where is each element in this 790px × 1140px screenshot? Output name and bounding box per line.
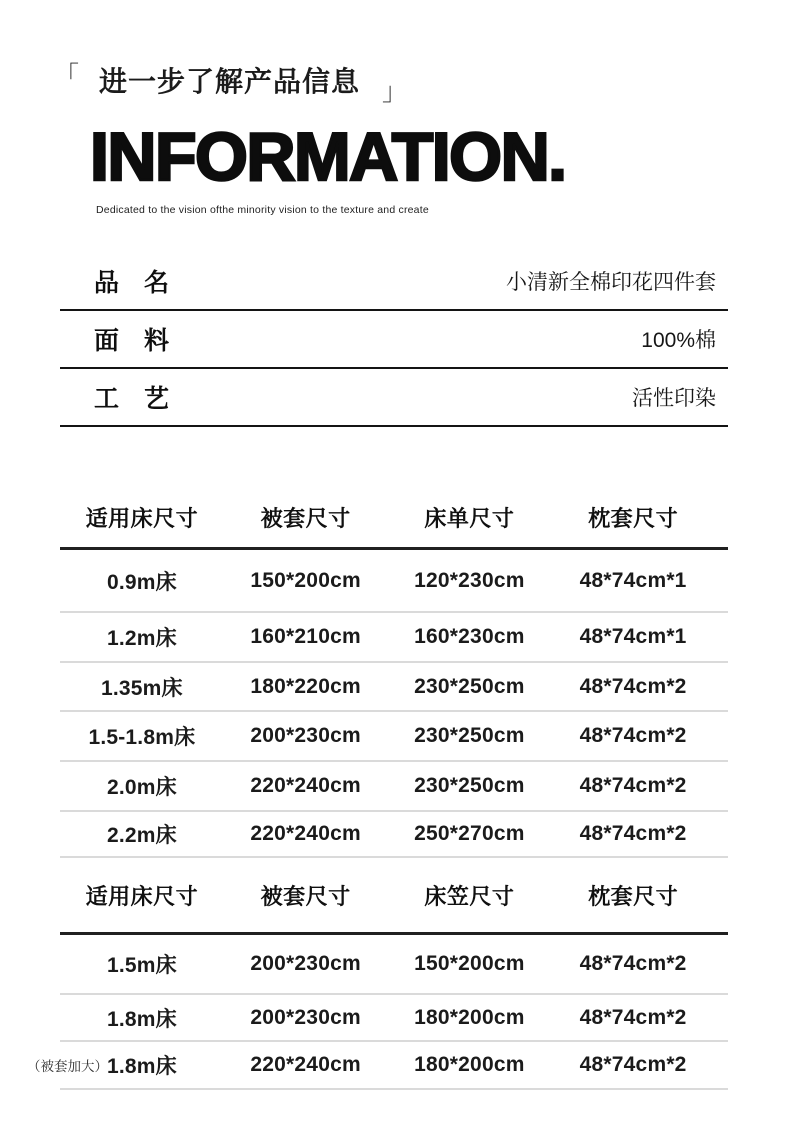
corner-bracket-close: 」 (382, 78, 408, 106)
column-header: 被套尺寸 (260, 883, 351, 909)
table-row (60, 663, 728, 712)
bed-size-cell: 1.35m床 (101, 676, 183, 700)
tagline-text: 进一步了解产品信息 (99, 66, 361, 97)
column-header: 适用床尺寸 (85, 883, 199, 909)
bed-size-cell: 1.5m床 (106, 954, 177, 977)
bed-size-cell: 2.0m床 (106, 776, 177, 799)
fitted-sheet-size-cell: 180*200cm (414, 1053, 525, 1076)
duvet-size-cell: 220*240cm (250, 822, 361, 845)
attribute-row-craft (60, 369, 728, 427)
attribute-value: 100%棉 (641, 329, 716, 352)
attribute-value: 活性印染 (632, 387, 716, 410)
page-subtitle: Dedicated to the vision ofthe minority vision to the texture and create (96, 204, 429, 216)
column-header: 床笠尺寸 (424, 883, 515, 909)
column-header: 床单尺寸 (424, 506, 515, 531)
bed-size-cell: 0.9m床 (106, 570, 177, 594)
duvet-size-cell: 200*230cm (250, 952, 361, 975)
sheet-size-cell: 160*230cm (414, 625, 525, 648)
sheet-size-cell: 230*250cm (414, 774, 525, 797)
size-table-fitted-sheet (27, 858, 728, 1090)
sheet-size-cell: 250*270cm (414, 822, 525, 845)
bed-size-cell: 1.8m床 (106, 1055, 177, 1078)
size-table-flat-sheet (60, 488, 728, 858)
fitted-sheet-size-cell: 180*200cm (414, 1005, 525, 1029)
duvet-size-cell: 160*210cm (250, 625, 361, 648)
pillow-size-cell: 48*74cm*2 (579, 952, 687, 975)
bed-size-cell: 1.8m床 (106, 1007, 177, 1031)
sheet-size-cell: 230*250cm (414, 674, 525, 698)
attribute-row-fabric (60, 311, 728, 369)
pillow-size-cell: 48*74cm*2 (579, 674, 687, 698)
table-row (27, 1042, 728, 1090)
bed-size-cell: 1.5-1.8m床 (88, 726, 196, 749)
bed-size-cell: 1.2m床 (106, 627, 177, 650)
table-row (60, 935, 728, 995)
pillow-size-cell: 48*74cm*2 (579, 1053, 687, 1076)
pillow-size-cell: 48*74cm*2 (579, 822, 687, 845)
product-attribute-list (60, 253, 728, 427)
pillow-size-cell: 48*74cm*1 (579, 625, 687, 648)
table-row (60, 613, 728, 663)
corner-bracket-open: 「 (54, 62, 80, 90)
duvet-size-cell: 150*200cm (250, 568, 361, 592)
attribute-label: 面 料 (94, 327, 170, 355)
duvet-size-cell: 180*220cm (250, 674, 361, 698)
size-table-header (60, 488, 728, 550)
attribute-row-name (60, 253, 728, 311)
pillow-size-cell: 48*74cm*1 (579, 568, 687, 592)
bed-size-cell: 2.2m床 (106, 824, 177, 847)
size-table-header (60, 858, 728, 935)
attribute-label: 品 名 (94, 269, 170, 297)
column-header: 枕套尺寸 (588, 506, 679, 531)
attribute-label: 工 艺 (94, 385, 170, 413)
pillow-size-cell: 48*74cm*2 (579, 724, 687, 747)
duvet-size-cell: 220*240cm (250, 1053, 361, 1076)
table-row (60, 712, 728, 762)
sheet-size-cell: 230*250cm (414, 724, 525, 747)
column-header: 枕套尺寸 (588, 883, 679, 909)
table-row (60, 550, 728, 613)
column-header: 被套尺寸 (260, 506, 351, 531)
page-title: INFORMATION. (90, 119, 566, 195)
fitted-sheet-size-cell: 150*200cm (414, 952, 525, 975)
sheet-size-cell: 120*230cm (414, 568, 525, 592)
table-row (60, 812, 728, 858)
duvet-size-cell: 200*230cm (250, 724, 361, 747)
duvet-size-cell: 200*230cm (250, 1005, 361, 1029)
column-header: 适用床尺寸 (85, 506, 199, 531)
attribute-value: 小清新全棉印花四件套 (506, 271, 716, 294)
duvet-size-cell: 220*240cm (250, 774, 361, 797)
tagline (54, 60, 408, 106)
pillow-size-cell: 48*74cm*2 (579, 1005, 687, 1029)
table-row (60, 762, 728, 812)
table-row (60, 995, 728, 1042)
duvet-oversize-note: （被套加大） (27, 1059, 108, 1074)
pillow-size-cell: 48*74cm*2 (579, 774, 687, 797)
